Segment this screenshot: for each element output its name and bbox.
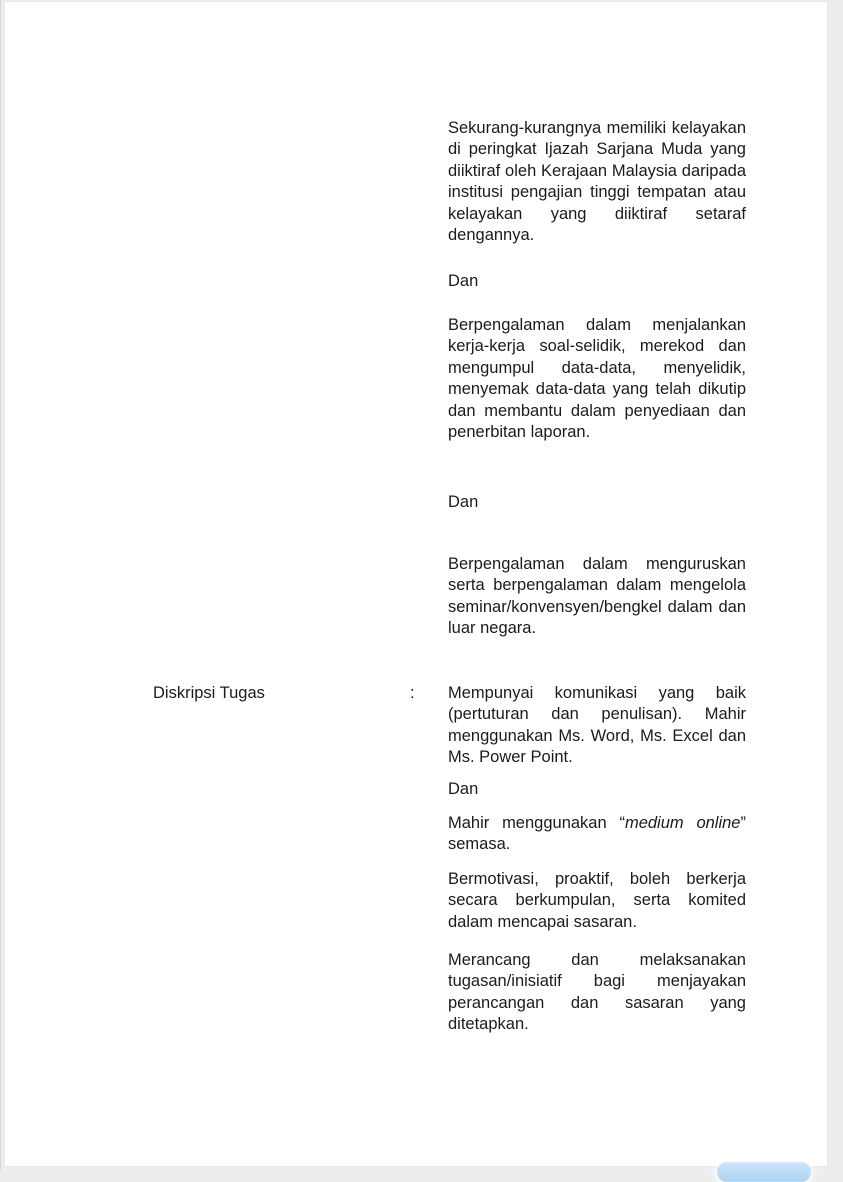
requirements-paragraph-1: Sekurang-kurangnya memiliki kelayakan di peringkat Ijazah Sarjana Muda yang diiktiraf oleh Kerajaan Malaysia daripada institusi pengajian tinggi tempatan atau kelayakan yang diiktiraf setaraf dengannya. (448, 119, 746, 245)
floating-action-button[interactable] (717, 1162, 811, 1182)
task-paragraph-2-italic-term: medium online (624, 814, 741, 832)
requirements-paragraph-2: Berpengalaman dalam menjalankan kerja-kerja soal-selidik, merekod dan mengumpul data-data, menyelidik, menyemak data-data yang telah dikutip dan membantu dalam penyediaan dan penerbitan laporan. (448, 316, 746, 442)
label-colon-separator: : (410, 684, 415, 702)
requirements-connector-1: Dan (448, 272, 479, 290)
task-paragraph-2-suffix: ” semasa. (448, 814, 746, 854)
task-description-label: Diskripsi Tugas (153, 684, 265, 702)
requirements-paragraph-3: Berpengalaman dalam menguruskan serta berpengalaman dalam mengelola seminar/konvensyen/bengkel dalam dan luar negara. (448, 555, 746, 638)
task-connector: Dan (448, 780, 479, 798)
task-paragraph-2 (448, 813, 746, 856)
task-paragraph-2-prefix: Mahir menggunakan “ (448, 814, 625, 832)
document-page (5, 2, 827, 1166)
task-paragraph-4: Merancang dan melaksanakan tugasan/inisiatif bagi menjayakan perancangan dan sasaran yang ditetapkan. (448, 951, 746, 1034)
task-paragraph-1: Mempunyai komunikasi yang baik (pertuturan dan penulisan). Mahir menggunakan Ms. Word, Ms. Excel dan Ms. Power Point. (448, 684, 746, 767)
requirements-connector-2: Dan (448, 493, 479, 511)
viewer-left-edge (0, 0, 1, 1170)
task-paragraph-3: Bermotivasi, proaktif, boleh berkerja secara berkumpulan, serta komited dalam mencapai sasaran. (448, 870, 746, 931)
